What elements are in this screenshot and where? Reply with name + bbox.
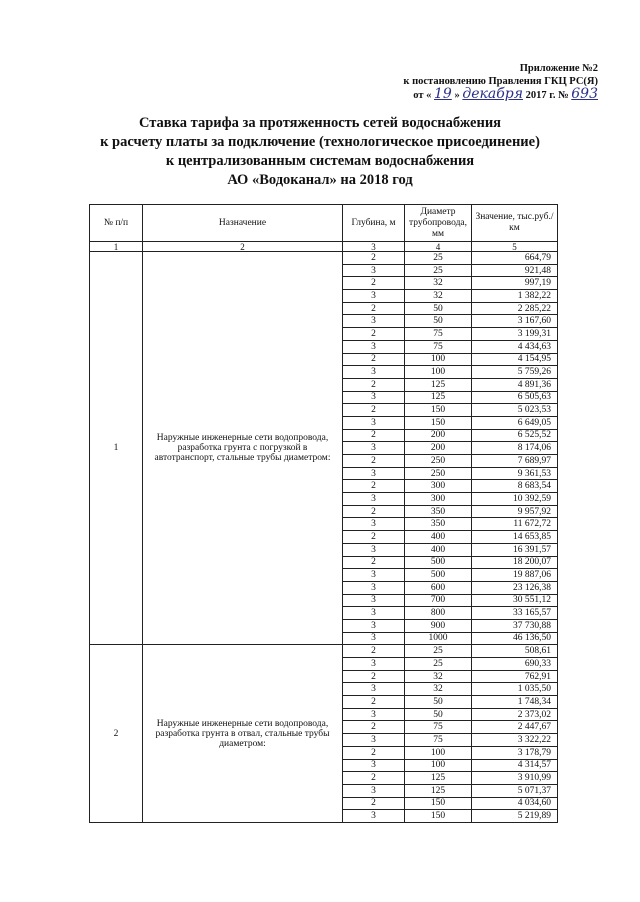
depth-cell: 3 — [343, 467, 405, 480]
table-row — [90, 252, 558, 265]
appendix-number: Приложение №2 — [519, 63, 598, 74]
diameter-cell: 50 — [405, 315, 472, 328]
value-cell: 1 748,34 — [472, 696, 558, 709]
diameter-cell: 75 — [405, 340, 472, 353]
value-cell: 8 174,06 — [472, 442, 558, 455]
header-row — [90, 205, 558, 242]
diameter-cell: 350 — [405, 518, 472, 531]
value-cell: 19 887,06 — [472, 569, 558, 582]
title-line-3: к централизованным системам водоснабжения — [165, 153, 475, 169]
diameter-cell: 32 — [405, 670, 472, 683]
depth-cell: 2 — [343, 772, 405, 785]
index-cell: 3 — [343, 242, 405, 252]
diameter-cell: 500 — [405, 556, 472, 569]
value-cell: 3 178,79 — [472, 746, 558, 759]
diameter-cell: 900 — [405, 619, 472, 632]
value-cell: 18 200,07 — [472, 556, 558, 569]
value-cell: 2 447,67 — [472, 721, 558, 734]
date-mid: » — [454, 90, 460, 101]
value-cell: 508,61 — [472, 645, 558, 658]
value-cell: 23 126,38 — [472, 581, 558, 594]
value-cell: 46 136,50 — [472, 632, 558, 645]
value-cell: 10 392,59 — [472, 493, 558, 506]
diameter-cell: 800 — [405, 607, 472, 620]
value-cell: 37 730,88 — [472, 619, 558, 632]
value-cell: 16 391,57 — [472, 543, 558, 556]
value-cell: 4 314,57 — [472, 759, 558, 772]
diameter-cell: 125 — [405, 378, 472, 391]
depth-cell: 2 — [343, 353, 405, 366]
value-cell: 664,79 — [472, 252, 558, 265]
value-cell: 4 154,95 — [472, 353, 558, 366]
depth-cell: 3 — [343, 442, 405, 455]
value-cell: 30 551,12 — [472, 594, 558, 607]
header-diameter: Диаметр трубопровода, мм — [405, 205, 472, 242]
diameter-cell: 1000 — [405, 632, 472, 645]
depth-cell: 2 — [343, 746, 405, 759]
depth-cell: 2 — [343, 252, 405, 265]
header-purpose: Назначение — [143, 205, 343, 242]
value-cell: 4 891,36 — [472, 378, 558, 391]
depth-cell: 2 — [343, 556, 405, 569]
value-cell: 1 035,50 — [472, 683, 558, 696]
diameter-cell: 100 — [405, 746, 472, 759]
depth-cell: 3 — [343, 391, 405, 404]
tariff-table — [89, 204, 558, 823]
value-cell: 4 034,60 — [472, 797, 558, 810]
depth-cell: 3 — [343, 340, 405, 353]
depth-cell: 3 — [343, 594, 405, 607]
diameter-cell: 150 — [405, 416, 472, 429]
diameter-cell: 150 — [405, 797, 472, 810]
depth-cell: 2 — [343, 645, 405, 658]
appendix-header — [403, 62, 598, 102]
diameter-cell: 100 — [405, 759, 472, 772]
depth-cell: 2 — [343, 670, 405, 683]
depth-cell: 3 — [343, 759, 405, 772]
depth-cell: 3 — [343, 290, 405, 303]
depth-cell: 3 — [343, 619, 405, 632]
depth-cell: 3 — [343, 784, 405, 797]
value-cell: 7 689,97 — [472, 455, 558, 468]
diameter-cell: 600 — [405, 581, 472, 594]
depth-cell: 3 — [343, 264, 405, 277]
value-cell: 8 683,54 — [472, 480, 558, 493]
value-cell: 9 957,92 — [472, 505, 558, 518]
value-cell: 11 672,72 — [472, 518, 558, 531]
handwritten-month: декабря — [462, 86, 523, 102]
diameter-cell: 50 — [405, 708, 472, 721]
value-cell: 9 361,53 — [472, 467, 558, 480]
diameter-cell: 150 — [405, 810, 472, 823]
title-line-2: к расчету платы за подключение (технологическое присоединение) — [100, 134, 540, 150]
diameter-cell: 125 — [405, 391, 472, 404]
depth-cell: 3 — [343, 607, 405, 620]
value-cell: 3 910,99 — [472, 772, 558, 785]
diameter-cell: 400 — [405, 531, 472, 544]
value-cell: 6 525,52 — [472, 429, 558, 442]
depth-cell: 2 — [343, 696, 405, 709]
diameter-cell: 32 — [405, 290, 472, 303]
header-num: № п/п — [90, 205, 143, 242]
diameter-cell: 150 — [405, 404, 472, 417]
depth-cell: 2 — [343, 721, 405, 734]
diameter-cell: 200 — [405, 429, 472, 442]
depth-cell: 3 — [343, 315, 405, 328]
column-index-row — [90, 242, 558, 252]
depth-cell: 3 — [343, 543, 405, 556]
depth-cell: 3 — [343, 569, 405, 582]
depth-cell: 3 — [343, 416, 405, 429]
value-cell: 5 219,89 — [472, 810, 558, 823]
depth-cell: 2 — [343, 302, 405, 315]
diameter-cell: 25 — [405, 658, 472, 671]
depth-cell: 3 — [343, 493, 405, 506]
diameter-cell: 300 — [405, 493, 472, 506]
depth-cell: 2 — [343, 531, 405, 544]
diameter-cell: 350 — [405, 505, 472, 518]
depth-cell: 2 — [343, 505, 405, 518]
value-cell: 2 285,22 — [472, 302, 558, 315]
diameter-cell: 700 — [405, 594, 472, 607]
diameter-cell: 32 — [405, 683, 472, 696]
value-cell: 997,19 — [472, 277, 558, 290]
group-purpose: Наружные инженерные сети водопровода, разработка грунта в отвал, стальные трубы диаметром: — [143, 645, 343, 823]
title-line-4: АО «Водоканал» на 2018 год — [227, 172, 413, 188]
diameter-cell: 250 — [405, 455, 472, 468]
depth-cell: 3 — [343, 683, 405, 696]
handwritten-number: 693 — [571, 86, 598, 102]
diameter-cell: 50 — [405, 302, 472, 315]
depth-cell: 3 — [343, 734, 405, 747]
diameter-cell: 300 — [405, 480, 472, 493]
depth-cell: 2 — [343, 328, 405, 341]
value-cell: 5 023,53 — [472, 404, 558, 417]
diameter-cell: 32 — [405, 277, 472, 290]
handwritten-day: 19 — [434, 86, 452, 102]
diameter-cell: 25 — [405, 252, 472, 265]
group-number: 1 — [90, 252, 143, 645]
depth-cell: 3 — [343, 810, 405, 823]
diameter-cell: 75 — [405, 328, 472, 341]
depth-cell: 2 — [343, 429, 405, 442]
depth-cell: 2 — [343, 277, 405, 290]
diameter-cell: 200 — [405, 442, 472, 455]
depth-cell: 2 — [343, 797, 405, 810]
value-cell: 6 649,05 — [472, 416, 558, 429]
diameter-cell: 500 — [405, 569, 472, 582]
value-cell: 2 373,02 — [472, 708, 558, 721]
depth-cell: 3 — [343, 581, 405, 594]
depth-cell: 3 — [343, 366, 405, 379]
diameter-cell: 75 — [405, 734, 472, 747]
diameter-cell: 250 — [405, 467, 472, 480]
diameter-cell: 100 — [405, 353, 472, 366]
appendix-resolution: к постановлению Правления ГКЦ РС(Я) — [403, 76, 598, 87]
diameter-cell: 125 — [405, 784, 472, 797]
value-cell: 921,48 — [472, 264, 558, 277]
value-cell: 3 199,31 — [472, 328, 558, 341]
appendix-date-line — [403, 88, 598, 102]
index-cell: 4 — [405, 242, 472, 252]
value-cell: 5 759,26 — [472, 366, 558, 379]
depth-cell: 2 — [343, 404, 405, 417]
value-cell: 690,33 — [472, 658, 558, 671]
depth-cell: 3 — [343, 632, 405, 645]
diameter-cell: 25 — [405, 645, 472, 658]
diameter-cell: 50 — [405, 696, 472, 709]
diameter-cell: 125 — [405, 772, 472, 785]
value-cell: 14 653,85 — [472, 531, 558, 544]
document-title — [60, 114, 580, 190]
value-cell: 6 505,63 — [472, 391, 558, 404]
value-cell: 3 167,60 — [472, 315, 558, 328]
value-cell: 4 434,63 — [472, 340, 558, 353]
value-cell: 3 322,22 — [472, 734, 558, 747]
diameter-cell: 25 — [405, 264, 472, 277]
depth-cell: 2 — [343, 455, 405, 468]
date-year: 2017 г. № — [525, 90, 569, 101]
depth-cell: 3 — [343, 708, 405, 721]
value-cell: 762,91 — [472, 670, 558, 683]
diameter-cell: 400 — [405, 543, 472, 556]
index-cell: 2 — [143, 242, 343, 252]
group-number: 2 — [90, 645, 143, 823]
index-cell: 5 — [472, 242, 558, 252]
depth-cell: 2 — [343, 378, 405, 391]
diameter-cell: 100 — [405, 366, 472, 379]
table-row — [90, 645, 558, 658]
value-cell: 1 382,22 — [472, 290, 558, 303]
header-depth: Глубина, м — [343, 205, 405, 242]
date-prefix: от « — [413, 90, 432, 101]
depth-cell: 2 — [343, 480, 405, 493]
header-value: Значение, тыс.руб./км — [472, 205, 558, 242]
depth-cell: 3 — [343, 658, 405, 671]
value-cell: 33 165,57 — [472, 607, 558, 620]
index-cell: 1 — [90, 242, 143, 252]
depth-cell: 3 — [343, 518, 405, 531]
value-cell: 5 071,37 — [472, 784, 558, 797]
diameter-cell: 75 — [405, 721, 472, 734]
title-line-1: Ставка тарифа за протяженность сетей водоснабжения — [138, 115, 502, 131]
group-purpose: Наружные инженерные сети водопровода, разработка грунта с погрузкой в автотранспорт, стальные трубы диаметром: — [143, 252, 343, 645]
